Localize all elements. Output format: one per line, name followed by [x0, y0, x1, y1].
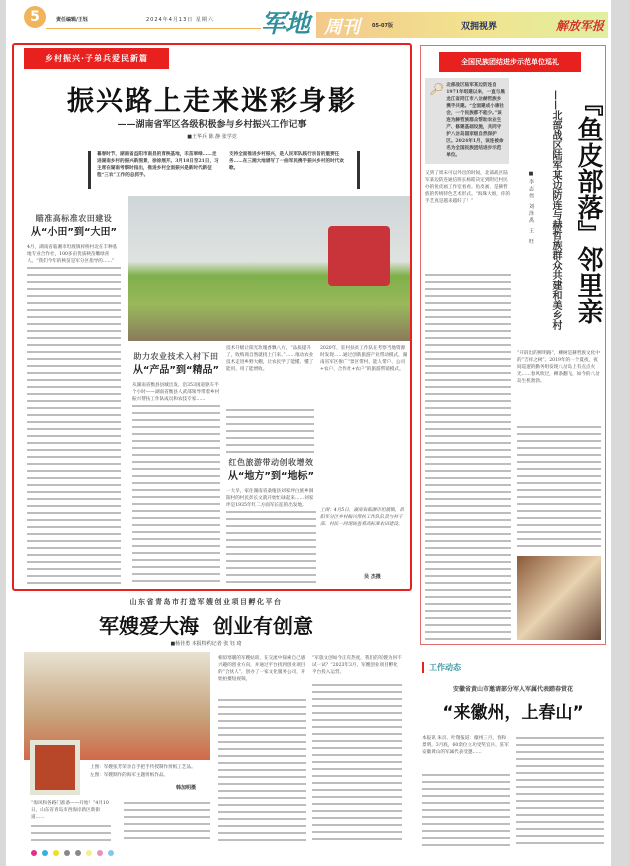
side-article	[420, 45, 606, 645]
section3-head: 从“地方”到“地标”	[227, 471, 315, 482]
summary-text: 北部战区陆军某边防连自1971年组建以来，一直与黑龙江省同江市八岔赫哲族乡携手共建。“全面建成小康社会，一个民族都不能少。”该连为赫哲族群众帮助农业生产、修建基础设施，共同守护八岔岛国家级自然保护区。2024年1月，该连被命名为全国民族团结进步示范单位。	[446, 83, 505, 158]
body-text-lines	[425, 272, 511, 642]
section2-head: 从“产品”到“精品”	[132, 365, 220, 376]
bottom-text3: “军旅文创如今正有热度，我们的军嫂为何不试一试？”2023年3月，军嫂创业项目孵化平台投入运营。	[312, 656, 402, 675]
photo-credit: 吴 杰摄	[364, 574, 381, 580]
side-byline: ■李志伟 刘泽禹 王 旺	[528, 171, 534, 246]
section-name: 双拥视界	[461, 22, 498, 32]
tractor	[328, 226, 390, 286]
color-dots	[31, 850, 114, 856]
bottom-text1: “海风和各路门准备——开始！”4月10日，山东省青岛市西海岸新区新街道……	[31, 801, 109, 820]
papercut-photo	[30, 740, 80, 795]
farm-photo	[128, 196, 410, 341]
newspaper-page	[6, 0, 611, 866]
right-text: 2020年，驻村扶贫工作队在考察当地资源时发现……通过创新旅游产业带动模式，湖南省军区推广“景区带村、能人带户、公司+农户、合作社+农户”的旅游帮销模式。	[320, 346, 408, 372]
section3	[226, 457, 316, 585]
body-text-lines	[517, 424, 601, 550]
body-text-lines	[516, 735, 604, 846]
main-tag: 乡村振兴·子弟兵爱民新篇	[24, 48, 169, 69]
bottom-photo-credit: 韩加明摄	[176, 785, 197, 791]
body-text-lines	[312, 682, 402, 845]
work-title: “来徽州，上春山”	[442, 703, 584, 723]
body-text-lines	[226, 407, 314, 453]
lead-box	[88, 151, 360, 189]
header-band	[316, 12, 608, 38]
section3-text: 一大早，家住湖南省桑植县刘家坪白族乡洞阳村的村民彭长文就开始忙碌起来……刘家坪是1935年红二方面军长征的出发地。	[226, 489, 314, 508]
body-text-lines	[218, 697, 306, 845]
work-text: 本报讯 朱页、叶翔报道：徽州三月，春和景明。3月底，60余位立功受奖官兵、驻军安徽黄山的军属代表受邀……	[422, 736, 509, 755]
section1	[24, 213, 124, 585]
section2-text: 从湖南省衡县县城出发，沿353国道驱车半个小时——湖南省衡县人武部领导带着乡村振兴帮扶工作队成员和农技专家……	[132, 383, 220, 402]
side-title: 『鱼皮部落』邻里亲	[573, 90, 603, 324]
mid-text: 技术升级让阳光玫瑰香飘八方，“品质提升了，收购商自然就找上门来。”……推动农业技术走进乡野大棚，让农民学了能懂、懂了能用、用了能增收。	[226, 346, 314, 372]
side-tag: 全国民族团结进步示范单位巡礼	[439, 52, 581, 72]
edition: 05-07版	[372, 23, 393, 29]
body-text-lines	[226, 509, 316, 585]
section1-kicker: 瞄准高标准农田建设	[35, 213, 113, 223]
magnifier-icon: 🔎︎	[429, 82, 445, 96]
side-text2: “开辟出的鲜明路”，柳树是赫哲族文化中的“吉祥之树”。2019年的一个夏夜，夜间巡逻的勤务组发现八岔岛上有点点火光……春风吹过，柳条翻飞，如今的八岔岛生机勃勃。	[517, 351, 600, 384]
body-text-lines	[124, 800, 210, 844]
work-section: 工作动态	[422, 662, 461, 673]
editor: 责任编辑/王钰	[56, 17, 88, 23]
logo-sub: 周刊	[324, 17, 360, 38]
lead-left: 暮春时节，湖南省益阳市南县的育秧基地，禾苗翠绿……走进湖南乡村的振兴新图景，徐徐展开。3月18日至21日，习主席在湖南考察时指出，推进乡村全面振兴是新时代新征程“三农”工作的总抓手。	[97, 152, 219, 178]
bottom-byline: ■杨佳勇 本报特约记者 张 钰 琦	[170, 641, 242, 647]
bottom-title: 军嫂爱大海 创业有创意	[99, 614, 313, 638]
fish-skin-photo	[517, 556, 601, 640]
lead-right: 支持全面推进乡村振兴，是人民军队践行宗旨的重要任务……在三湘大地谱写了一曲军民携手振兴乡村的时代欢歌。	[229, 152, 344, 171]
newspaper-logo: 解放军报	[556, 19, 605, 33]
body-text-lines	[31, 823, 111, 844]
section2-kicker: 助力农业技术入村下田	[133, 351, 219, 361]
section2	[130, 351, 222, 585]
header-rule	[46, 28, 261, 29]
section1-text: 4月，湖南省临湘市坦渡镇梓桥村北在丰种基地专业合作社，100多亩优质秧苗嫩绿喜人。“我们今年的秧苗是军分区指导的……”	[27, 245, 118, 264]
section3-kicker: 红色旅游带动创收增效	[228, 457, 314, 467]
photo-caption: 上图：4月5日，湖南省临湘市坦渡镇，岳阳军分区乡村振兴帮扶工作队队员与村干部、村民一同现场查看高标准农田建设。	[320, 508, 404, 527]
side-text1: 又到了周末可以外出的时间，北部战区陆军某边防连通信班长杨皓决定到附近村民办的鱼皮画工作室看看。鱼皮画，是赫哲族的传统特色艺术形式。“海珠大姐，你的手艺真是越来越好了！”	[425, 171, 511, 204]
summary-box	[425, 78, 509, 164]
logo-main: 军地	[261, 9, 310, 38]
main-title: 振兴路上走来迷彩身影	[67, 86, 357, 117]
papercut-artwork	[35, 745, 75, 790]
caption-left: 左图：军嫂制作的海军主题剪纸作品。	[90, 773, 169, 778]
section1-head: 从“小田”到“大田”	[30, 227, 118, 238]
main-byline: ■王华兵 陈 静 张学竞	[187, 134, 237, 140]
body-text-lines	[132, 403, 220, 585]
bottom-kicker: 山东省青岛市打造军嫂创业项目孵化平台	[129, 597, 283, 606]
side-subtitle: ——北部战区陆军某边防连与赫哲族群众共建和美乡村	[550, 90, 561, 330]
main-article	[12, 43, 412, 591]
date: 2024年4月13日 星期六	[146, 17, 214, 23]
bottom-text2: 相似寒暖的军嫂姑训，在交流中探索自己感兴趣的创业方向，并通过平台找到创业项目的“合伙人”，创办了一家文化服务公司，开始拍摄短视频。	[218, 656, 306, 682]
body-text-lines	[422, 772, 510, 846]
work-kicker: 安徽省黄山市邀请部分军人军属代表踏春赏花	[452, 686, 573, 693]
page-number: 5	[24, 6, 46, 28]
main-subtitle: ——湖南省军区各级积极参与乡村振兴工作记事	[117, 120, 307, 130]
body-text-lines	[27, 265, 121, 585]
caption-top: 上图：军嫂张芳荣亲自手把手传授制作剪纸工艺品。	[90, 765, 196, 770]
